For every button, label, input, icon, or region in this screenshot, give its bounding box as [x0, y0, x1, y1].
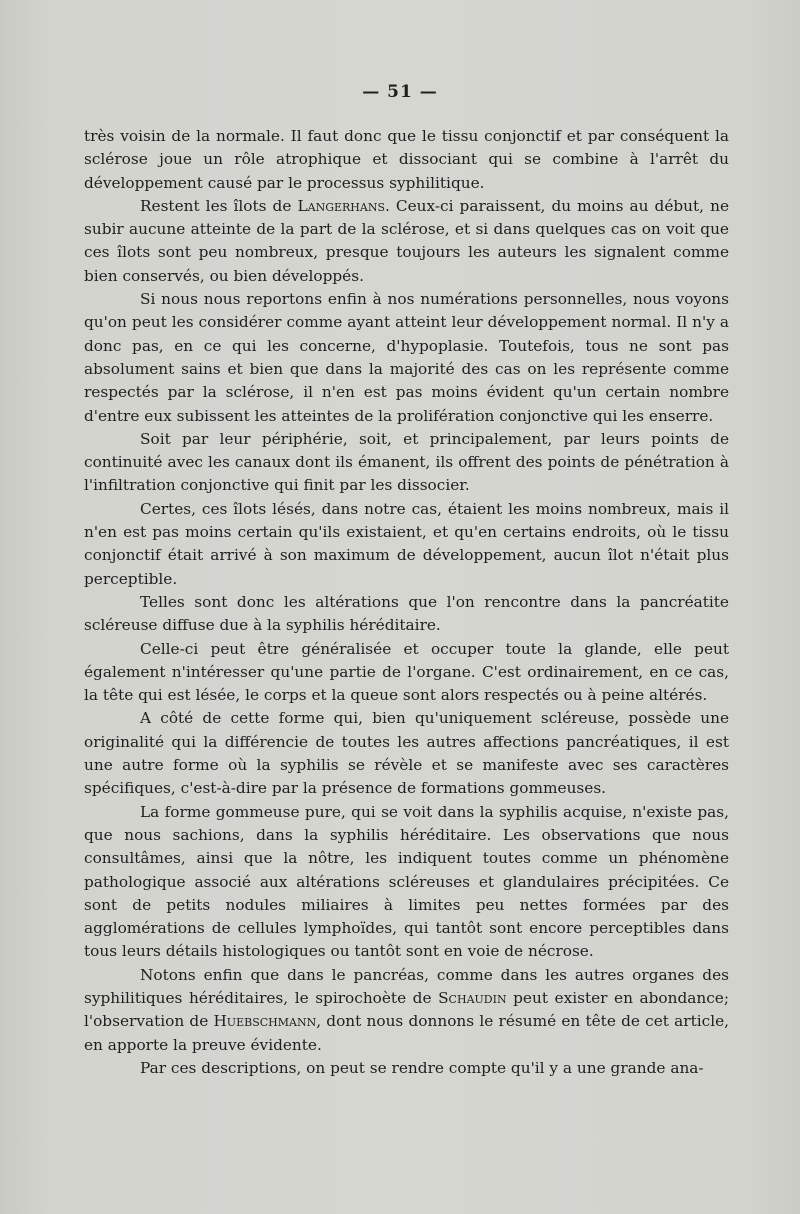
- body-text: [84, 125, 729, 1080]
- text-run: . Ceux-ci paraissent, du moins au début, ne subir aucune atteinte de la part de la sclérose, et si dans quelques cas on voit que ces îlots sont peu nombreux, presque toujours les auteurs les signalent comme bien conservés, ou bien développés.: [84, 196, 729, 285]
- text-run: Par ces descriptions, on peut se rendre compte qu'il y a une grande ana-: [140, 1058, 704, 1077]
- text-run: Telles sont donc les altérations que l'on rencontre dans la pancréatite scléreuse diffuse due à la syphilis héréditaire.: [84, 592, 729, 635]
- text-run: La forme gommeuse pure, qui se voit dans la syphilis acquise, n'existe pas, que nous sachions, dans la syphilis héréditaire. Les observations que nous consultâmes, ainsi que la nôtre, les indiquent toutes comme un phénomène pathologique associé aux altérations scléreuses et glandulaires précipitées. Ce sont de petits nodules miliaires à limites peu nettes formées par des agglomérations de cellules lymphoïdes, qui tantôt sont encore perceptibles dans tous leurs détails histologiques ou tantôt sont en voie de nécrose.: [84, 802, 729, 961]
- paragraph: [84, 288, 729, 428]
- paragraph: [84, 591, 729, 638]
- text-run: A côté de cette forme qui, bien qu'uniquement scléreuse, possède une originalité qui la différencie de toutes les autres affections pancréatiques, il est une autre forme où la syphilis se révèle et se manifeste avec ses caractères spécifiques, c'est-à-dire par la présence de formations gommeuses.: [84, 709, 729, 798]
- paragraph: [84, 801, 729, 964]
- paragraph: [84, 125, 729, 195]
- author-name: Schaudin: [438, 988, 507, 1007]
- text-run: Certes, ces îlots lésés, dans notre cas, étaient les moins nombreux, mais il n'en est pas moins certain qu'ils existaient, et qu'en certains endroits, où le tissu conjonctif était arrivé à son maximum de développement, aucun îlot n'était plus perceptible.: [84, 499, 729, 588]
- text-run: , dont nous donnons le résumé en tête de cet article, en apporte la preuve évidente.: [84, 1012, 729, 1054]
- page-number: — 51 —: [362, 82, 438, 102]
- paragraph: [84, 638, 729, 708]
- text-run: Si nous nous reportons enfin à nos numérations personnelles, nous voyons qu'on peut les considérer comme ayant atteint leur développement normal. Il n'y a donc pas, en ce qui les concerne, d'hypoplasie. Toutefois, tous ne sont pas absolument sains et bien que dans la majorité des cas on les représente comme respectés par la sclérose, il n'en est pas moins évident qu'un certain nombre d'entre eux subissent les atteintes de la prolifération conjonctive qui les enserre.: [84, 290, 729, 425]
- paragraph: [84, 1057, 729, 1080]
- text-run: peut exister en abondance; l'observation de: [84, 988, 729, 1031]
- text-run: Soit par leur périphérie, soit, et principalement, par leurs points de continuité avec les canaux dont ils émanent, ils offrent des points de pénétration à l'infiltration conjonctive qui finit par les dissocier.: [84, 429, 729, 495]
- text-run: Celle-ci peut être généralisée et occuper toute la glande, elle peut également n'intéresser qu'une partie de l'organe. C'est ordinairement, en ce cas, la tête qui est lésée, le corps et la queue sont alors respectés ou à peine altérés.: [84, 639, 729, 705]
- author-name: Langerhans: [297, 196, 385, 215]
- text-run: très voisin de la normale. Il faut donc que le tissu conjonctif et par conséquent la sclérose joue un rôle atrophique et dissociant qui se combine à l'arrêt du développement causé par le processus syphilitique.: [84, 127, 729, 192]
- author-name: Huebschmann: [213, 1012, 317, 1031]
- paragraph: [84, 195, 729, 288]
- text-run: Restent les îlots de: [140, 196, 298, 215]
- text-run: Notons enfin que dans le pancréas, comme dans les autres organes des syphilitiques héréditaires, le spirochoète de: [84, 965, 729, 1007]
- paragraph: [84, 964, 729, 1057]
- paragraph: [84, 428, 729, 498]
- paragraph: [84, 707, 729, 800]
- paragraph: [84, 498, 729, 591]
